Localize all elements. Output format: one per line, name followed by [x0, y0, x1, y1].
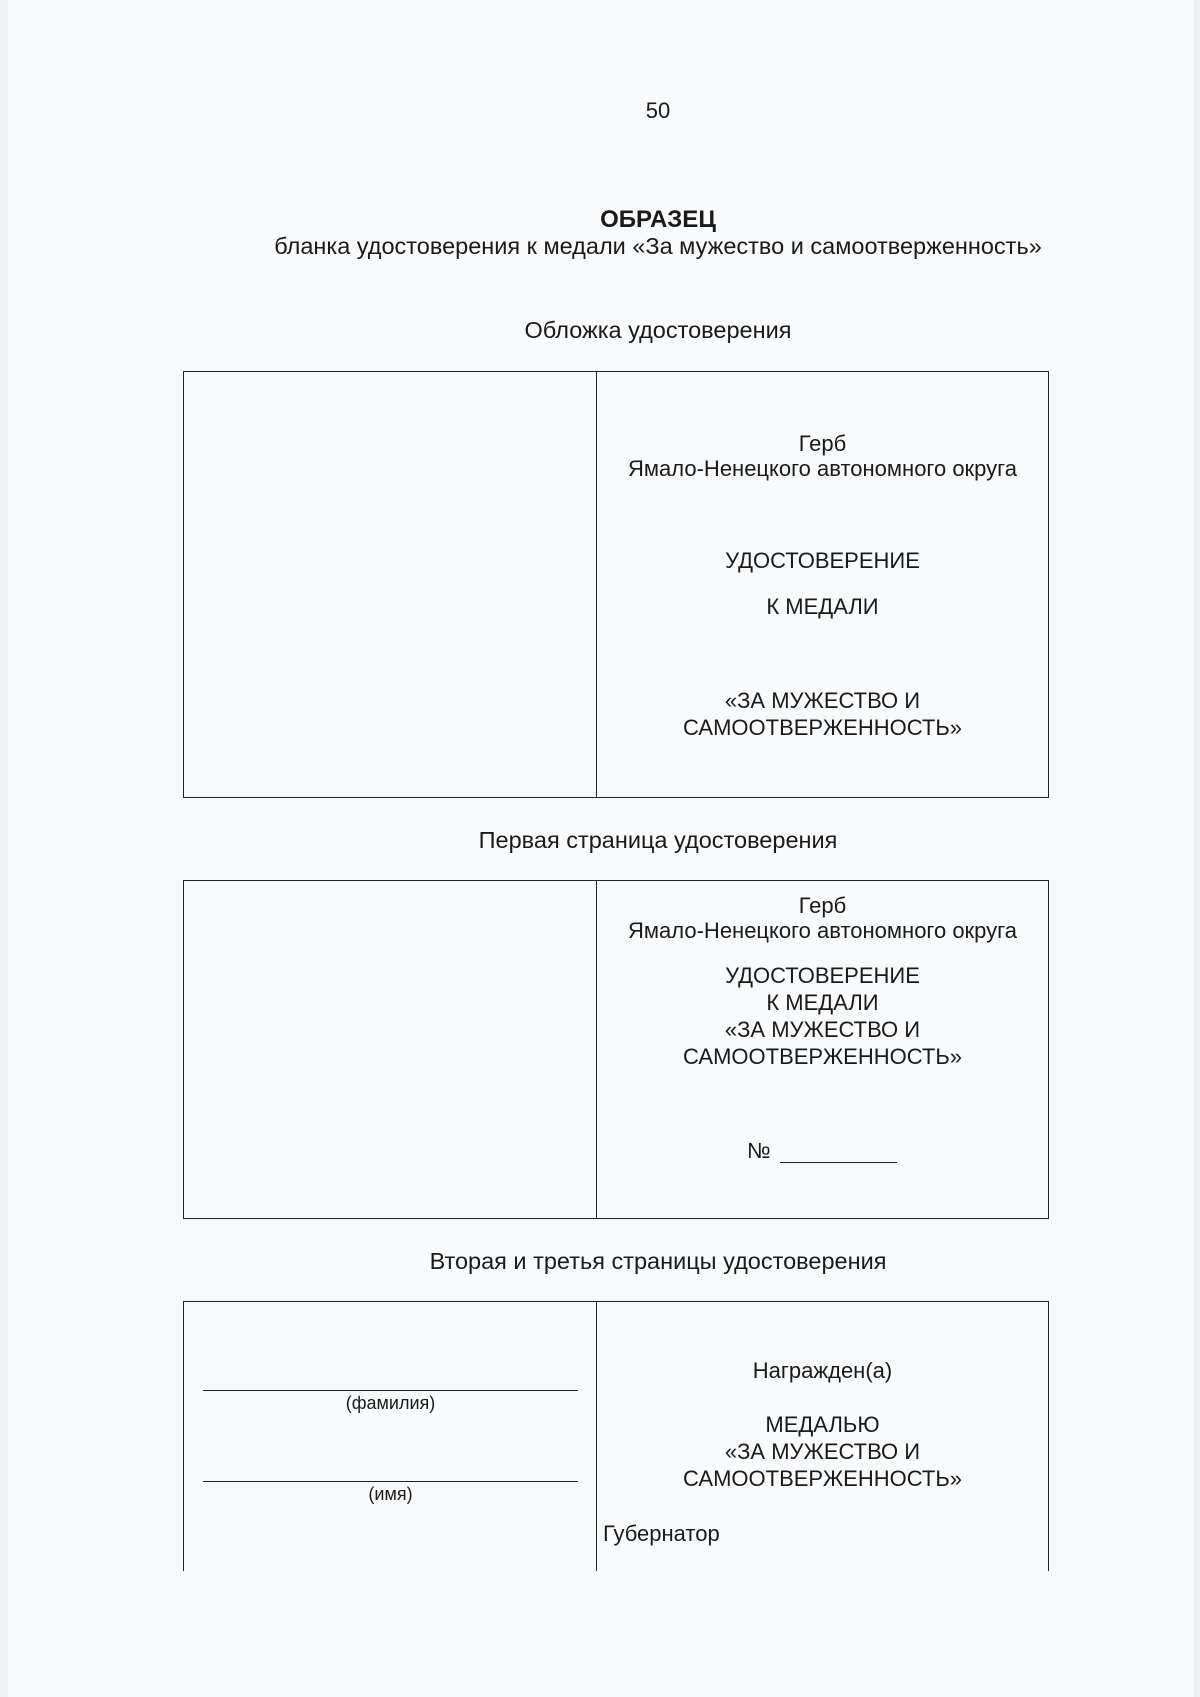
cover-caption: Обложка удостоверения [524, 317, 792, 343]
document-title: ОБРАЗЕЦ [600, 206, 716, 233]
page-number: 50 [645, 98, 671, 123]
first-page-doc-type: УДОСТОВЕРЕНИЕ [725, 963, 920, 988]
awarded-medal-line1: «ЗА МУЖЕСТВО И [724, 1439, 921, 1464]
surname-label: (фамилия) [345, 1393, 436, 1413]
first-page-caption: Первая страница удостоверения [478, 827, 838, 853]
name-label: (имя) [368, 1484, 413, 1504]
medal-word: МЕДАЛЬЮ [765, 1412, 880, 1437]
first-page-region: Ямало-Ненецкого автономного округа [628, 918, 1017, 943]
document-subtitle: бланка удостоверения к медали «За мужество и самоотверженность» [274, 233, 1042, 259]
cover-doc-type: УДОСТОВЕРЕНИЕ [725, 548, 920, 573]
first-page-medal-line2: САМООТВЕРЖЕННОСТЬ» [683, 1044, 962, 1069]
surname-line [203, 1390, 578, 1391]
first-page-coat-of-arms: Герб [798, 893, 847, 918]
awarded-medal-line2: САМООТВЕРЖЕННОСТЬ» [683, 1466, 962, 1491]
first-page-to-medal: К МЕДАЛИ [766, 990, 879, 1015]
first-page-medal-line1: «ЗА МУЖЕСТВО И [724, 1017, 921, 1042]
cover-coat-of-arms: Герб [798, 431, 847, 456]
number-label: № [747, 1138, 771, 1163]
cover-region: Ямало-Ненецкого автономного округа [628, 456, 1017, 481]
name-line [203, 1481, 578, 1482]
cover-to-medal: К МЕДАЛИ [766, 594, 879, 619]
number-blank-line [780, 1162, 897, 1163]
awarded-text: Награжден(а) [752, 1358, 893, 1383]
cover-medal-line2: САМООТВЕРЖЕННОСТЬ» [683, 715, 962, 740]
governor-label: Губернатор [603, 1521, 720, 1546]
cover-medal-line1: «ЗА МУЖЕСТВО И [724, 688, 921, 713]
second-third-caption: Вторая и третья страницы удостоверения [429, 1248, 887, 1274]
